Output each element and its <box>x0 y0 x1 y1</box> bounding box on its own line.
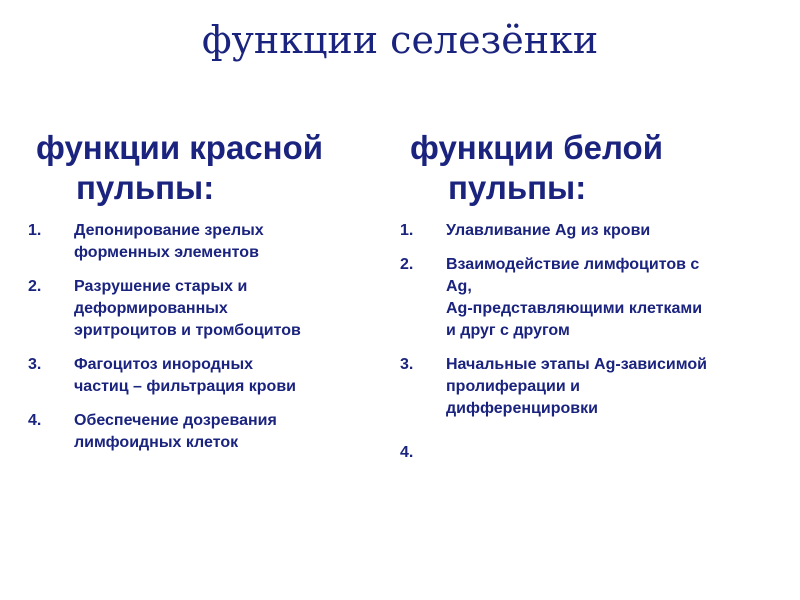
item-number: 2. <box>28 278 42 295</box>
red-pulp-functions-list <box>28 220 388 454</box>
list-item <box>28 220 388 264</box>
item-number: 3. <box>28 356 42 373</box>
list-item <box>400 442 780 464</box>
white-pulp-heading-line1: функции белой <box>410 129 663 166</box>
slide-title: функции селезёнки <box>201 18 599 62</box>
item-number: 1. <box>400 222 414 239</box>
item-text: Фагоцитоз инородных частиц – фильтрация крови <box>74 356 296 395</box>
item-text <box>446 442 780 464</box>
item-text: Депонирование зрелых форменных элементов <box>74 222 264 261</box>
list-item <box>400 254 780 342</box>
list-item <box>28 410 388 454</box>
item-text: Начальные этапы Ag-зависимой пролиферации и дифференцировки <box>446 356 707 417</box>
item-number: 3. <box>400 356 414 373</box>
red-pulp-heading-line2: пульпы: <box>76 169 215 206</box>
list-item <box>28 354 388 398</box>
item-text: Взаимодействие лимфоцитов с Ag, Ag-представляющими клетками и друг с другом <box>446 256 703 339</box>
white-pulp-heading-line2: пульпы: <box>448 169 587 206</box>
item-text: Разрушение старых и деформированных эритроцитов и тромбоцитов <box>74 278 301 339</box>
item-number: 4. <box>400 444 414 461</box>
list-item <box>400 354 780 420</box>
item-text: Улавливание Ag из крови <box>446 222 651 239</box>
red-pulp-column <box>28 128 388 466</box>
item-number: 2. <box>400 256 414 273</box>
item-number: 4. <box>28 412 42 429</box>
white-pulp-functions-list <box>400 220 780 464</box>
list-item <box>28 276 388 342</box>
item-text: Обеспечение дозревания лимфоидных клеток <box>74 412 277 451</box>
item-number: 1. <box>28 222 42 239</box>
list-item <box>400 220 780 242</box>
white-pulp-column <box>400 128 780 476</box>
red-pulp-heading-line1: функции красной <box>36 129 324 166</box>
